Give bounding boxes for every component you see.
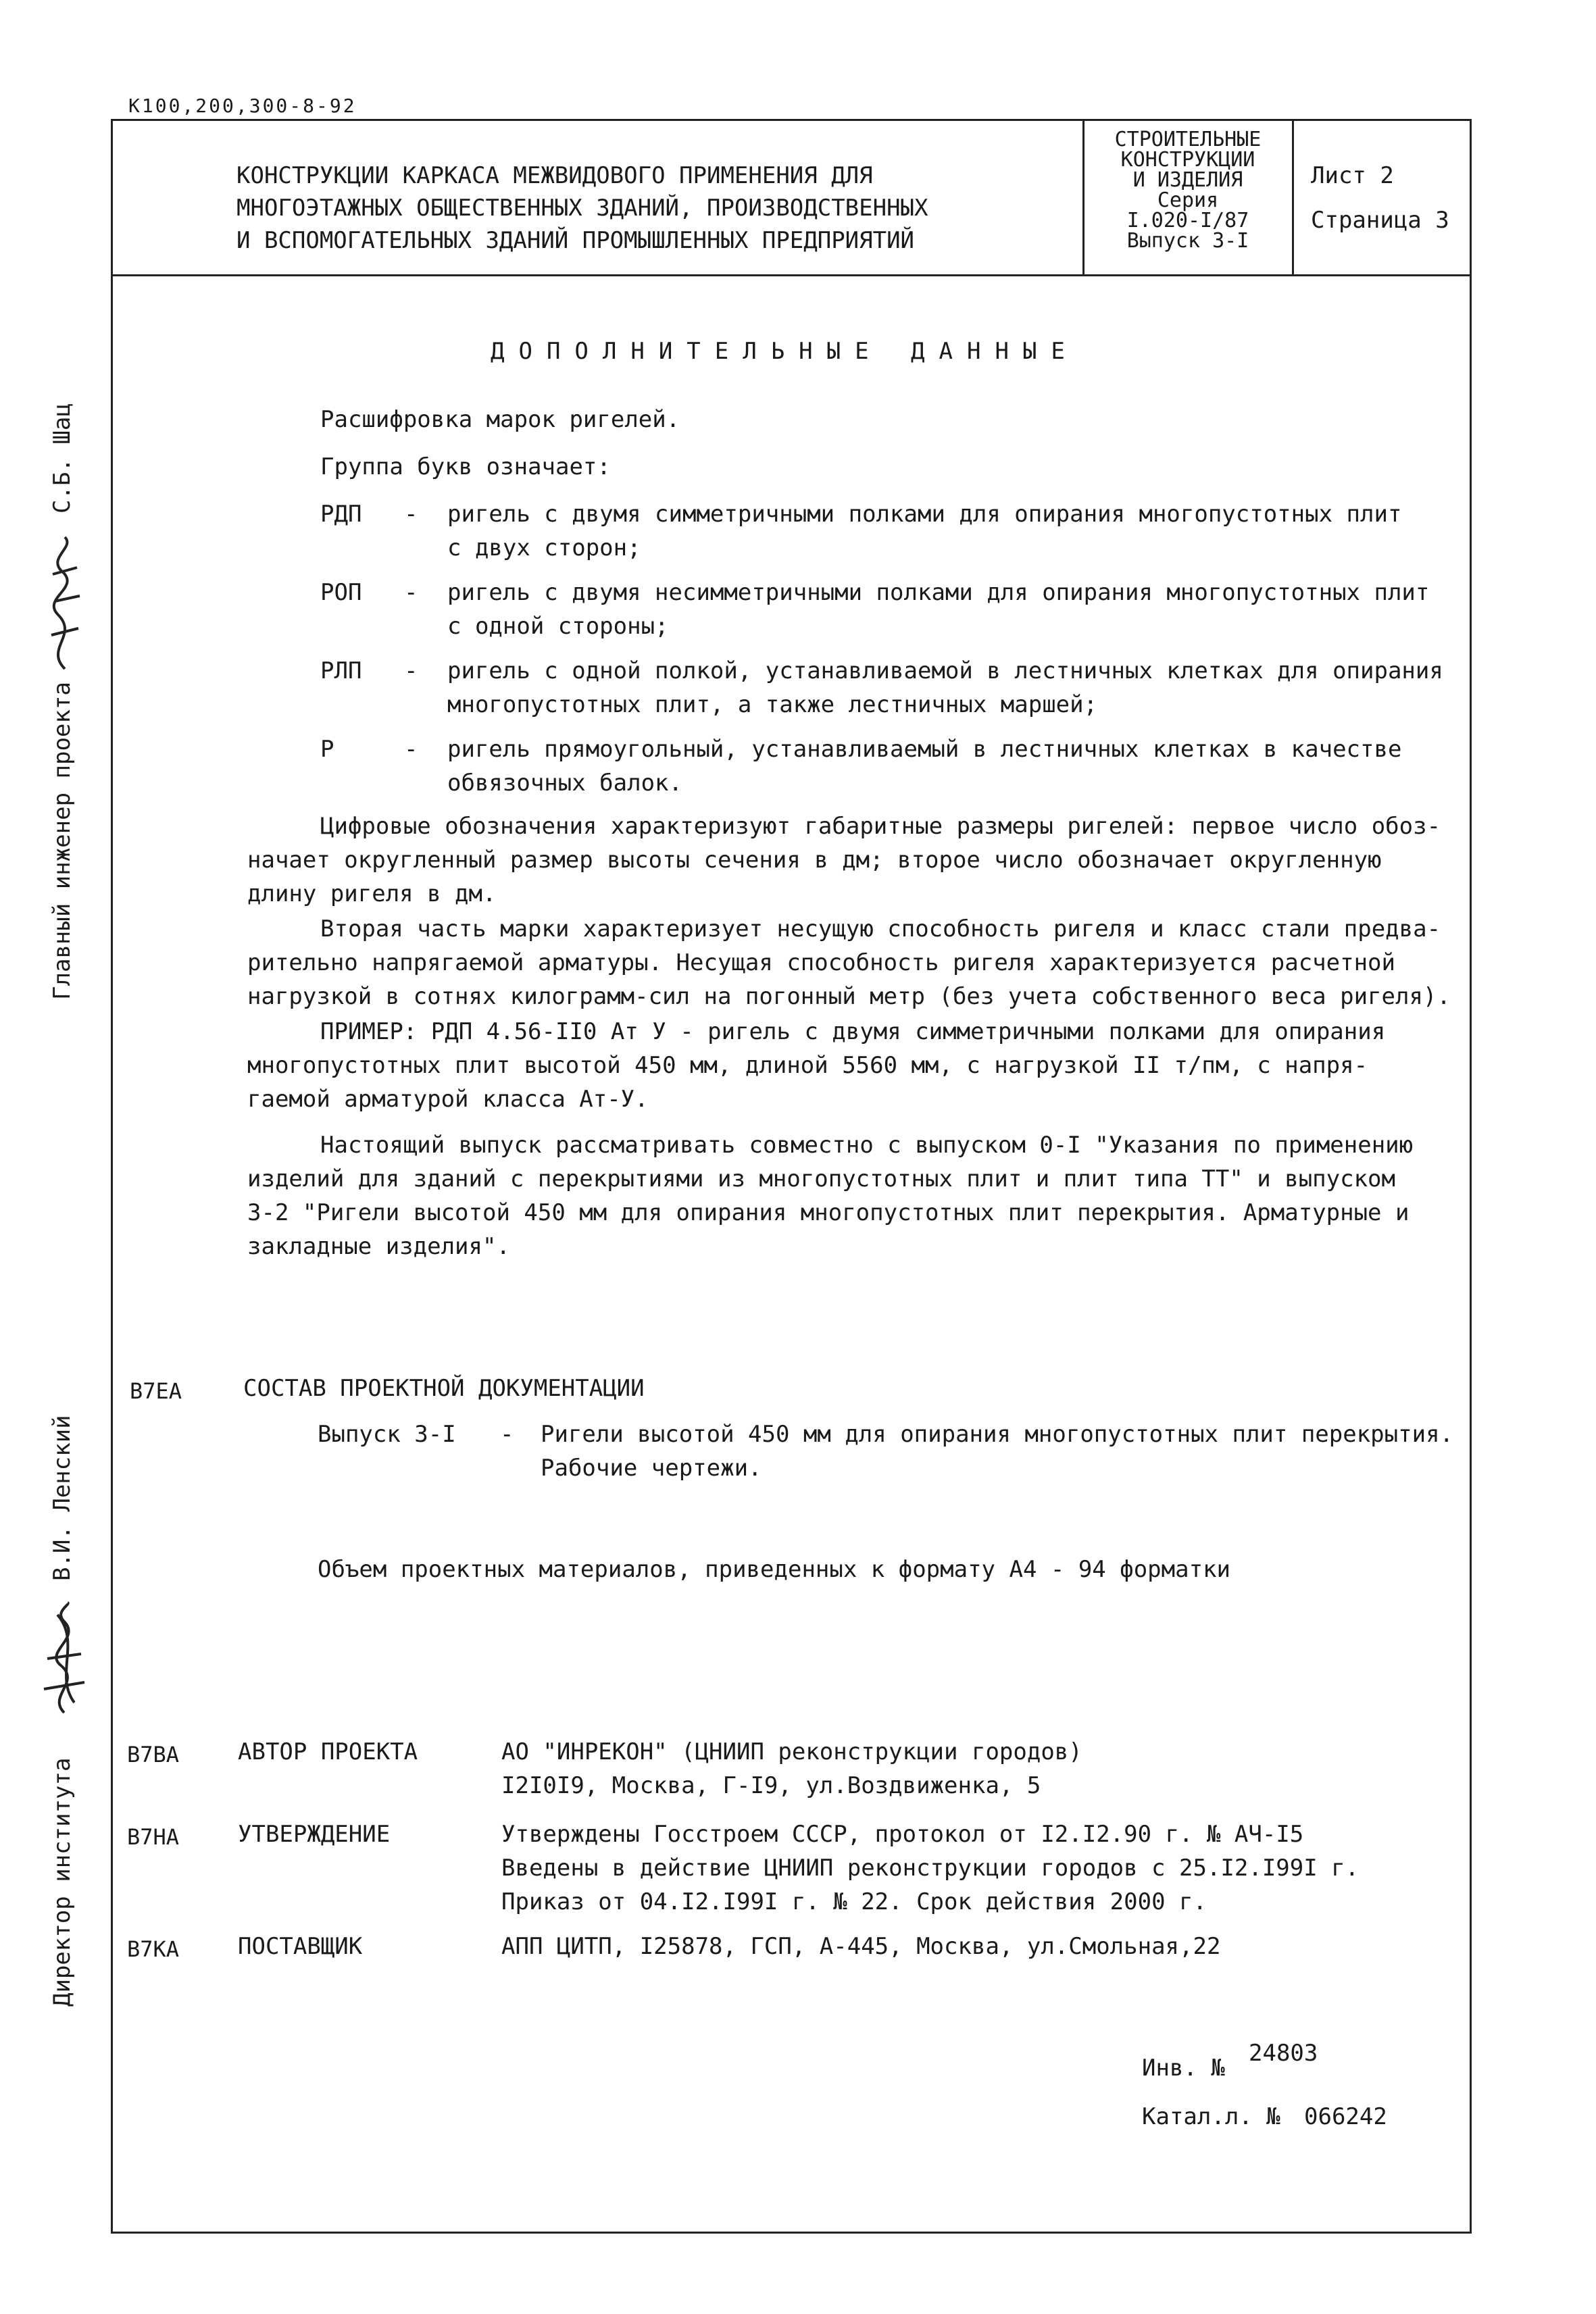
- inventory-number: 24803: [1249, 2040, 1318, 2067]
- mark-text: [447, 654, 1443, 722]
- mark-text: [447, 497, 1401, 565]
- paragraph: [247, 809, 1441, 911]
- issue-text: [541, 1417, 1453, 1485]
- paragraph-line: Настоящий выпуск рассматривать совместно с выпуском 0-I "Указания по применению: [320, 1132, 1414, 1159]
- series-line: СТРОИТЕЛЬНЫЕ: [1114, 128, 1262, 151]
- header-bottom-line: [111, 274, 1472, 276]
- intro-line: Группа букв означает:: [320, 453, 611, 480]
- paragraph-line: изделий для зданий с перекрытиями из многопустотных плит и плит типа ТТ" и выпуском: [247, 1165, 1395, 1192]
- signature-chief-engineer: [38, 534, 92, 676]
- entry-code: В7КА: [127, 1936, 180, 1962]
- paragraph-line: ПРИМЕР: РДП 4.56-II0 Ат У - ригель с двумя симметричными полками для опирания: [320, 1018, 1386, 1045]
- mark-text-line: ригель с двумя несимметричными полками для опирания многопустотных плит: [447, 579, 1430, 606]
- entry-code: В7НА: [127, 1824, 180, 1850]
- paragraph-line: гаемой арматурой класса Ат-У.: [247, 1086, 649, 1113]
- catalog-number: 066242: [1304, 2103, 1387, 2130]
- entry-text-line: I2I0I9, Москва, Г-I9, ул.Воздвиженка, 5: [501, 1772, 1041, 1799]
- side-author-name: В.И. Ленский: [49, 1415, 76, 1581]
- page-number: Страница 3: [1311, 207, 1449, 234]
- entry-text-line: Утверждены Госстроем СССР, протокол от I2.I2.90 г. № АЧ-I5: [501, 1821, 1304, 1848]
- entry-text-line: Приказ от 04.I2.I99I г. № 22. Срок действия 2000 г.: [501, 1888, 1207, 1915]
- mark-text-line: ригель с одной полкой, устанавливаемой в лестничных клетках для опирания: [447, 657, 1443, 684]
- mark-code: Р: [320, 736, 334, 763]
- header-divider-2: [1292, 119, 1294, 276]
- composition-title: СОСТАВ ПРОЕКТНОЙ ДОКУМЕНТАЦИИ: [243, 1375, 645, 1402]
- issue-label: Выпуск 3-I: [318, 1421, 456, 1448]
- entry-text: [501, 1817, 1359, 1919]
- series-line: Серия: [1157, 188, 1219, 212]
- mark-text-line: с одной стороны;: [447, 613, 669, 640]
- paragraph-line: 3-2 "Ригели высотой 450 мм для опирания многопустотных плит перекрытия. Арматурные и: [247, 1199, 1410, 1226]
- paragraph-line: Цифровые обозначения характеризуют габаритные размеры ригелей: первое число обоз-: [320, 813, 1441, 840]
- entry-text-line: АО "ИНРЕКОН" (ЦНИИП реконструкции городов): [501, 1738, 1082, 1765]
- mark-code: РЛП: [320, 657, 362, 684]
- mark-dash: -: [404, 579, 418, 606]
- mark-text: [447, 576, 1429, 643]
- sheet-number: Лист 2: [1311, 162, 1394, 189]
- series-line: И ИЗДЕЛИЯ: [1132, 168, 1243, 192]
- series-block: [1085, 130, 1291, 251]
- header-title-line: И ВСПОМОГАТЕЛЬНЫХ ЗДАНИЙ ПРОМЫШЛЕННЫХ ПРЕДПРИЯТИЙ: [236, 227, 915, 254]
- mark-code: РОП: [320, 579, 362, 606]
- side-director-role: Директор института: [49, 1757, 76, 2007]
- header-title-line: МНОГОЭТАЖНЫХ ОБЩЕСТВЕННЫХ ЗДАНИЙ, ПРОИЗВОДСТВЕННЫХ: [236, 195, 928, 222]
- issue-dash: -: [500, 1421, 514, 1448]
- entry-code: В7ВА: [127, 1742, 180, 1767]
- mark-text-line: ригель с двумя симметричными полками для опирания многопустотных плит: [447, 501, 1402, 528]
- header-divider-1: [1082, 119, 1084, 276]
- signature-author: [34, 1601, 95, 1716]
- mark-text-line: с двух сторон;: [447, 534, 641, 561]
- paragraph: [247, 912, 1451, 1013]
- composition-code: В7ЕА: [130, 1378, 182, 1404]
- series-line: Выпуск 3-I: [1126, 229, 1249, 253]
- header-title-line: КОНСТРУКЦИИ КАРКАСА МЕЖВИДОВОГО ПРИМЕНЕНИЯ ДЛЯ: [236, 162, 873, 189]
- paragraph-line: нагрузкой в сотнях килограмм-сил на погонный метр (без учета собственного веса ригеля).: [247, 983, 1451, 1010]
- paragraph-line: Вторая часть марки характеризует несущую способность ригеля и класс стали предва-: [320, 915, 1441, 942]
- paragraph-line: рительно напрягаемой арматуры. Несущая способность ригеля характеризуется расчетной: [247, 949, 1395, 976]
- mark-text-line: многопустотных плит, а также лестничных маршей;: [447, 691, 1098, 718]
- section-title: ДОПОЛНИТЕЛЬНЫЕ ДАННЫЕ: [491, 338, 1079, 365]
- mark-dash: -: [404, 736, 418, 763]
- entry-text: [501, 1930, 1220, 1963]
- intro-line: Расшифровка марок ригелей.: [320, 406, 680, 433]
- side-chief-engineer-role: Главный инженер проекта: [49, 682, 76, 1000]
- entry-text-line: АПП ЦИТП, I25878, ГСП, А-445, Москва, ул.Смольная,22: [501, 1933, 1221, 1960]
- entry-text-line: Введены в действие ЦНИИП реконструкции городов с 25.I2.I99I г.: [501, 1855, 1360, 1882]
- paragraph-line: начает округленный размер высоты сечения в дм; второе число обозначает округленную: [247, 847, 1382, 874]
- paragraph-example: [247, 1015, 1385, 1116]
- entry-label: УТВЕРЖДЕНИЕ: [238, 1821, 391, 1848]
- entry-label: ПОСТАВЩИК: [238, 1933, 363, 1960]
- mark-text-line: обвязочных балок.: [447, 770, 682, 797]
- mark-text-line: ригель прямоугольный, устанавливаемый в лестничных клетках в качестве: [447, 736, 1402, 763]
- paragraph-line: длину ригеля в дм.: [247, 880, 497, 907]
- header-title: [236, 159, 928, 257]
- mark-text: [447, 732, 1401, 800]
- series-line: I.020-I/87: [1126, 209, 1249, 232]
- issue-text-line: Рабочие чертежи.: [541, 1455, 762, 1482]
- entry-label: АВТОР ПРОЕКТА: [238, 1738, 418, 1765]
- paragraph: [247, 1128, 1413, 1263]
- paragraph-line: закладные изделия".: [247, 1233, 510, 1260]
- series-line: КОНСТРУКЦИИ: [1120, 148, 1255, 172]
- mark-code: РДП: [320, 501, 362, 528]
- catalog-label: Катал.л. №: [1142, 2103, 1280, 2130]
- volume-line: Объем проектных материалов, приведенных к формату А4 - 94 форматки: [318, 1556, 1231, 1583]
- document-code: К100,200,300-8-92: [128, 95, 357, 117]
- mark-dash: -: [404, 501, 418, 528]
- issue-text-line: Ригели высотой 450 мм для опирания многопустотных плит перекрытия.: [541, 1421, 1454, 1448]
- entry-text: [501, 1735, 1082, 1803]
- mark-dash: -: [404, 657, 418, 684]
- paragraph-line: многопустотных плит высотой 450 мм, длиной 5560 мм, с нагрузкой II т/пм, с напря-: [247, 1052, 1368, 1079]
- side-chief-engineer-name: С.Б. Шац: [49, 403, 76, 513]
- inventory-label: Инв. №: [1142, 2055, 1225, 2082]
